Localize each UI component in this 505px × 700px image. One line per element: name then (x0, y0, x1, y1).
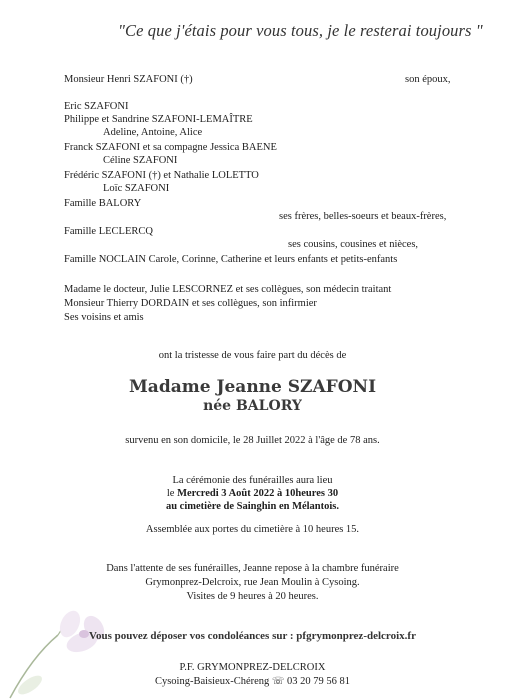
footer-phone: 03 20 79 56 81 (287, 676, 351, 687)
spouse-name: Monsieur Henri SZAFONI (†) (64, 74, 193, 85)
spouse-relation: son époux, (405, 74, 451, 85)
footer-address: Cysoing-Baisieux-Chéreng (154, 676, 270, 687)
quote: "Ce que j'étais pour vous tous, je le resterai toujours " (118, 21, 483, 40)
rest-line: Dans l'attente de ses funérailles, Jeanne repose à la chambre funéraire (106, 563, 399, 574)
ceremony-place: au cimetière de Sainghin en Mélantois. (165, 501, 340, 512)
family-line: Famille BALORY (64, 198, 142, 209)
family-line: Loïc SZAFONI (103, 183, 170, 194)
ceremony-date-prefix: le (166, 488, 178, 499)
footer-contact (0, 675, 505, 688)
medical-line: Madame le docteur, Julie LESCORNEZ et ses collègues, son médecin traitant (64, 284, 392, 295)
family-line: Adeline, Antoine, Alice (103, 127, 203, 138)
ceremony-date-value: Mercredi 3 Août 2022 à 10heures 30 (177, 488, 339, 499)
deceased-name: Madame Jeanne SZAFONI (128, 377, 377, 397)
family-line: Philippe et Sandrine SZAFONI-LEMAÎTRE (64, 114, 253, 125)
ceremony-intro: La cérémonie des funérailles aura lieu (172, 475, 333, 486)
ceremony-assembly: Assemblée aux portes du cimetière à 10 heures 15. (145, 524, 360, 535)
death-info: survenu en son domicile, le 28 Juillet 2022 à l'âge de 78 ans. (125, 435, 380, 446)
family-line: Franck SZAFONI et sa compagne Jessica BAENE (64, 142, 277, 153)
condolences-link[interactable]: Vous pouvez déposer vos condoléances sur : pfgrymonprez-delcroix.fr (89, 630, 416, 642)
noclain-family: Famille NOCLAIN Carole, Corinne, Catherine et leurs enfants et petits-enfants (64, 254, 398, 265)
siblings-relation: ses frères, belles-soeurs et beaux-frères, (279, 211, 447, 222)
medical-line: Monsieur Thierry DORDAIN et ses collègues, son infirmier (64, 298, 317, 309)
telephone-icon: ☏ (271, 676, 285, 687)
rest-line: Grymonprez-Delcroix, rue Jean Moulin à Cysoing. (145, 577, 360, 588)
ceremony-date (0, 487, 505, 500)
cousins-relation: ses cousins, cousines et nièces, (288, 239, 419, 250)
family-line: Frédéric SZAFONI (†) et Nathalie LOLETTO (64, 170, 259, 181)
footer-company: P.F. GRYMONPREZ-DELCROIX (179, 662, 326, 673)
announcement: ont la tristesse de vous faire part du décès de (158, 350, 347, 361)
family-line: Eric SZAFONI (64, 101, 129, 112)
family-line: Céline SZAFONI (103, 155, 178, 166)
leclercq-family: Famille LECLERCQ (64, 226, 153, 237)
medical-line: Ses voisins et amis (64, 312, 144, 323)
rest-line: Visites de 9 heures à 20 heures. (186, 591, 319, 602)
deceased-maiden-name: née BALORY (203, 398, 302, 414)
